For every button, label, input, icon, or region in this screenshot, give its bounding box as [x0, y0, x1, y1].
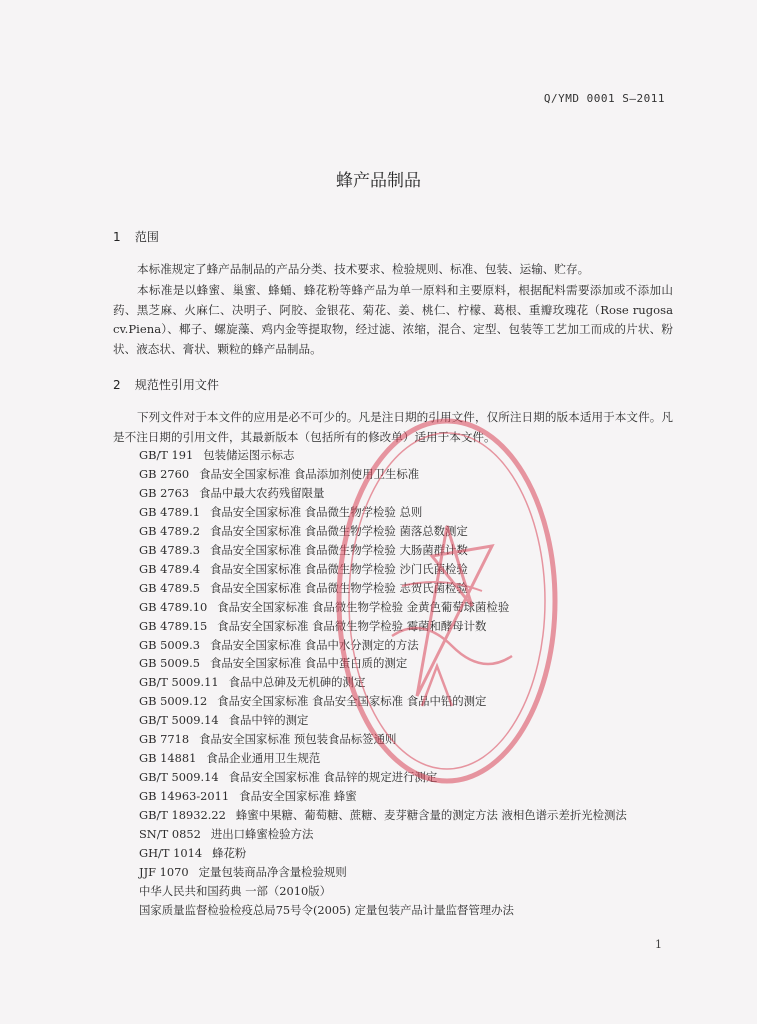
scope-paragraph-2: 本标准是以蜂蜜、巢蜜、蜂蛹、蜂花粉等蜂产品为单一原料和主要原料，根据配料需要添加或不添加山药、黑芝麻、火麻仁、决明子、阿胶、金银花、菊花、姜、桃仁、柠檬、葛根、重瓣玫瑰花（Rose rugosa cv.Piena）、椰子、螺旋藻、鸡内金等提取物，经过滤、浓缩，混合、定型、包装等工艺加工而成的片状、粉状、液态状、膏状、颗粒的蜂产品制品。 [113, 283, 673, 356]
reference-code: GB/T 5009.11 [139, 675, 219, 690]
reference-code: JJF 1070 [139, 864, 189, 879]
standard-code: Q/YMD 0001 S—2011 [543, 92, 665, 105]
section-title: 规范性引用文件 [134, 378, 219, 392]
reference-title: 食品安全国家标准 食品微生物学检验 霉菌和酵母计数 [217, 618, 487, 633]
reference-title: 食品安全国家标准 食品中水分测定的方法 [209, 637, 419, 652]
reference-code: GB 14881 [139, 751, 197, 766]
reference-item [139, 863, 699, 882]
reference-item [139, 446, 699, 465]
reference-item [139, 465, 699, 484]
reference-item [139, 882, 699, 901]
reference-title: 食品安全国家标准 食品安全国家标准 食品中铅的测定 [217, 694, 487, 709]
reference-title: 食品安全国家标准 食品微生物学检验 金黄色葡萄球菌检验 [217, 599, 510, 614]
reference-title: 食品安全国家标准 食品添加剂使用卫生标准 [199, 466, 420, 481]
reference-item [139, 617, 699, 636]
reference-title: 食品安全国家标准 食品中蛋白质的测定 [209, 656, 408, 671]
references-intro-paragraph: 下列文件对于本文件的应用是必不可少的。凡是注日期的引用文件，仅所注日期的版本适用于本文件。凡是不注日期的引用文件，其最新版本（包括所有的修改单）适用于本文件。 [113, 410, 673, 444]
reference-title: 食品中锌的测定 [228, 713, 309, 728]
reference-item [139, 749, 699, 768]
scope-paragraph-1: 本标准规定了蜂产品制品的产品分类、技术要求、检验规则、标准、包装、运输、贮存。 [137, 262, 590, 276]
reference-item [139, 806, 699, 825]
reference-title: 食品安全国家标准 食品微生物学检验 菌落总数测定 [209, 523, 468, 538]
reference-title: 进出口蜂蜜检验方法 [210, 827, 314, 842]
reference-code: GB 14963-2011 [139, 789, 230, 804]
reference-code: GB 2760 [139, 466, 190, 481]
reference-item [139, 503, 699, 522]
reference-item [139, 560, 699, 579]
reference-code: GB 7718 [139, 732, 190, 747]
reference-item [139, 636, 699, 655]
reference-title: 国家质量监督检验检疫总局75号令(2005) 定量包装产品计量监督管理办法 [139, 902, 514, 917]
section-number: 1 [113, 230, 121, 244]
reference-code: GB 4789.10 [139, 599, 208, 614]
reference-code: GB 4789.15 [139, 618, 208, 633]
reference-code: GB 4789.3 [139, 542, 200, 557]
reference-item [139, 541, 699, 560]
document-title: 蜂产品制品 [336, 171, 421, 191]
reference-code: GB 5009.5 [139, 656, 200, 671]
reference-item [139, 825, 699, 844]
reference-code: GB/T 5009.14 [139, 770, 219, 785]
reference-item [139, 522, 699, 541]
reference-code: GH/T 1014 [139, 846, 203, 861]
reference-code: GB 4789.2 [139, 523, 200, 538]
reference-code: GB/T 18932.22 [139, 808, 226, 823]
reference-title: 食品安全国家标准 食品微生物学检验 沙门氏菌检验 [209, 561, 468, 576]
section-heading-normative-references [113, 376, 219, 393]
reference-item [139, 901, 699, 920]
reference-title: 食品安全国家标准 预包装食品标签通则 [199, 732, 397, 747]
reference-code: SN/T 0852 [139, 827, 201, 842]
reference-item [139, 711, 699, 730]
reference-item [139, 484, 699, 503]
reference-title: 食品安全国家标准 蜂蜜 [239, 789, 357, 804]
reference-code: GB 2763 [139, 485, 190, 500]
reference-code: GB 4789.5 [139, 580, 200, 595]
section-heading-scope [113, 228, 159, 245]
reference-title: 定量包装商品净含量检验规则 [198, 864, 347, 879]
reference-code: GB 5009.12 [139, 694, 208, 709]
reference-title: 食品企业通用卫生规范 [206, 751, 321, 766]
reference-code: GB 4789.1 [139, 504, 200, 519]
reference-item [139, 654, 699, 673]
reference-title: 食品中总砷及无机砷的测定 [228, 675, 366, 690]
reference-title: 食品安全国家标准 食品微生物学检验 总则 [209, 504, 423, 519]
reference-code: GB 5009.3 [139, 637, 200, 652]
reference-title: 蜂花粉 [212, 846, 247, 861]
reference-item [139, 730, 699, 749]
reference-list [139, 446, 699, 920]
section-number: 2 [113, 378, 121, 392]
reference-title: 中华人民共和国药典 一部（2010版） [139, 883, 332, 898]
reference-code: GB/T 5009.14 [139, 713, 219, 728]
reference-item [139, 787, 699, 806]
reference-title: 包装储运图示标志 [203, 448, 295, 462]
section-title: 范围 [134, 230, 159, 244]
reference-code: GB/T 191 [139, 448, 194, 462]
reference-title: 食品安全国家标准 食品微生物学检验 大肠菌群计数 [209, 542, 468, 557]
reference-title: 食品安全国家标准 食品锌的规定进行测定 [228, 770, 438, 785]
reference-item [139, 692, 699, 711]
reference-code: GB 4789.4 [139, 561, 200, 576]
reference-title: 蜂蜜中果糖、葡萄糖、蔗糖、麦芽糖含量的测定方法 液相色谱示差折光检测法 [235, 808, 627, 823]
reference-item [139, 598, 699, 617]
reference-title: 食品中最大农药残留限量 [199, 485, 325, 500]
reference-item [139, 768, 699, 787]
page-number: 1 [655, 938, 662, 951]
reference-item [139, 579, 699, 598]
reference-item [139, 673, 699, 692]
reference-item [139, 844, 699, 863]
reference-title: 食品安全国家标准 食品微生物学检验 志贺氏菌检验 [209, 580, 468, 595]
